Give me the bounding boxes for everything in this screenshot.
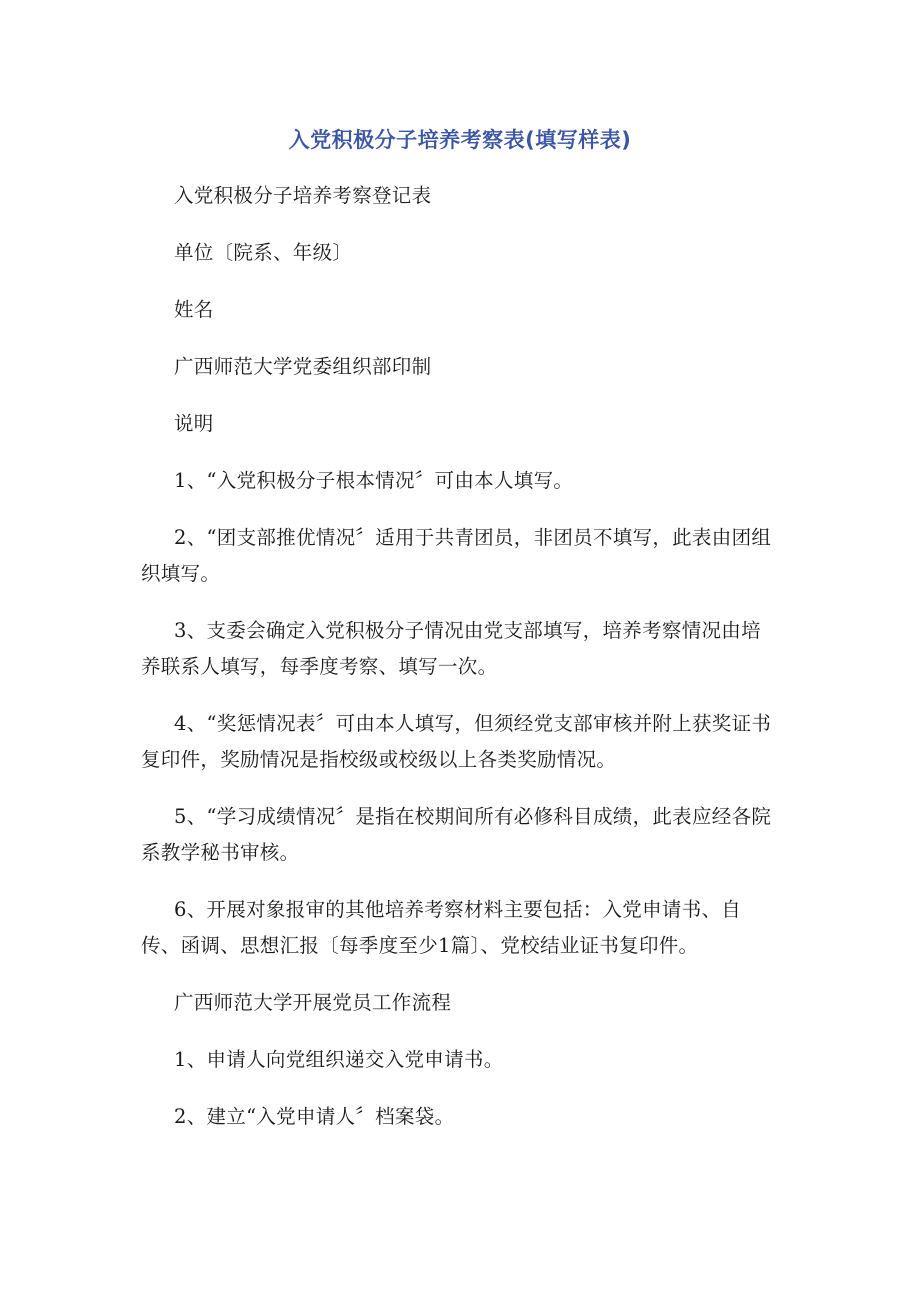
document-title: 入党积极分子培养考察表(填写样表) [288,128,632,152]
paragraph-instruction-5: 5、“学习成绩情况〞是指在校期间所有必修科目成绩，此表应经各院系教学秘书审核。 [141,805,772,864]
paragraph-instruction-6: 6、开展对象报审的其他培养考察材料主要包括：入党申请书、自传、函调、思想汇报〔每季度至少1篇〕、党校结业证书复印件。 [141,898,742,957]
paragraph-workflow-heading: 广西师范大学开展党员工作流程 [174,991,452,1014]
paragraph-printer: 广西师范大学党委组织部印制 [174,355,432,378]
paragraph-workflow-step-2: 2、建立“入党申请人〞档案袋。 [174,1105,455,1128]
paragraph-form-name: 入党积极分子培养考察登记表 [174,184,432,207]
paragraph-instructions-heading: 说明 [174,412,214,435]
paragraph-instruction-1: 1、“入党积极分子根本情况〞可由本人填写。 [174,469,574,492]
paragraph-instruction-2: 2、“团支部推优情况〞适用于共青团员，非团员不填写，此表由团组织填写。 [141,526,772,585]
paragraph-instruction-4: 4、“奖惩情况表〞可由本人填写，但须经党支部审核并附上获奖证书复印件，奖励情况是指校级或校级以上各类奖励情况。 [141,712,772,771]
paragraph-instruction-3: 3、支委会确定入党积极分子情况由党支部填写，培养考察情况由培养联系人填写，每季度考察、填写一次。 [141,619,761,678]
paragraph-workflow-step-1: 1、申请人向党组织递交入党申请书。 [174,1048,504,1071]
paragraph-unit: 单位〔院系、年级〕 [174,241,353,264]
paragraph-name: 姓名 [174,298,214,321]
document-body [141,178,773,1156]
